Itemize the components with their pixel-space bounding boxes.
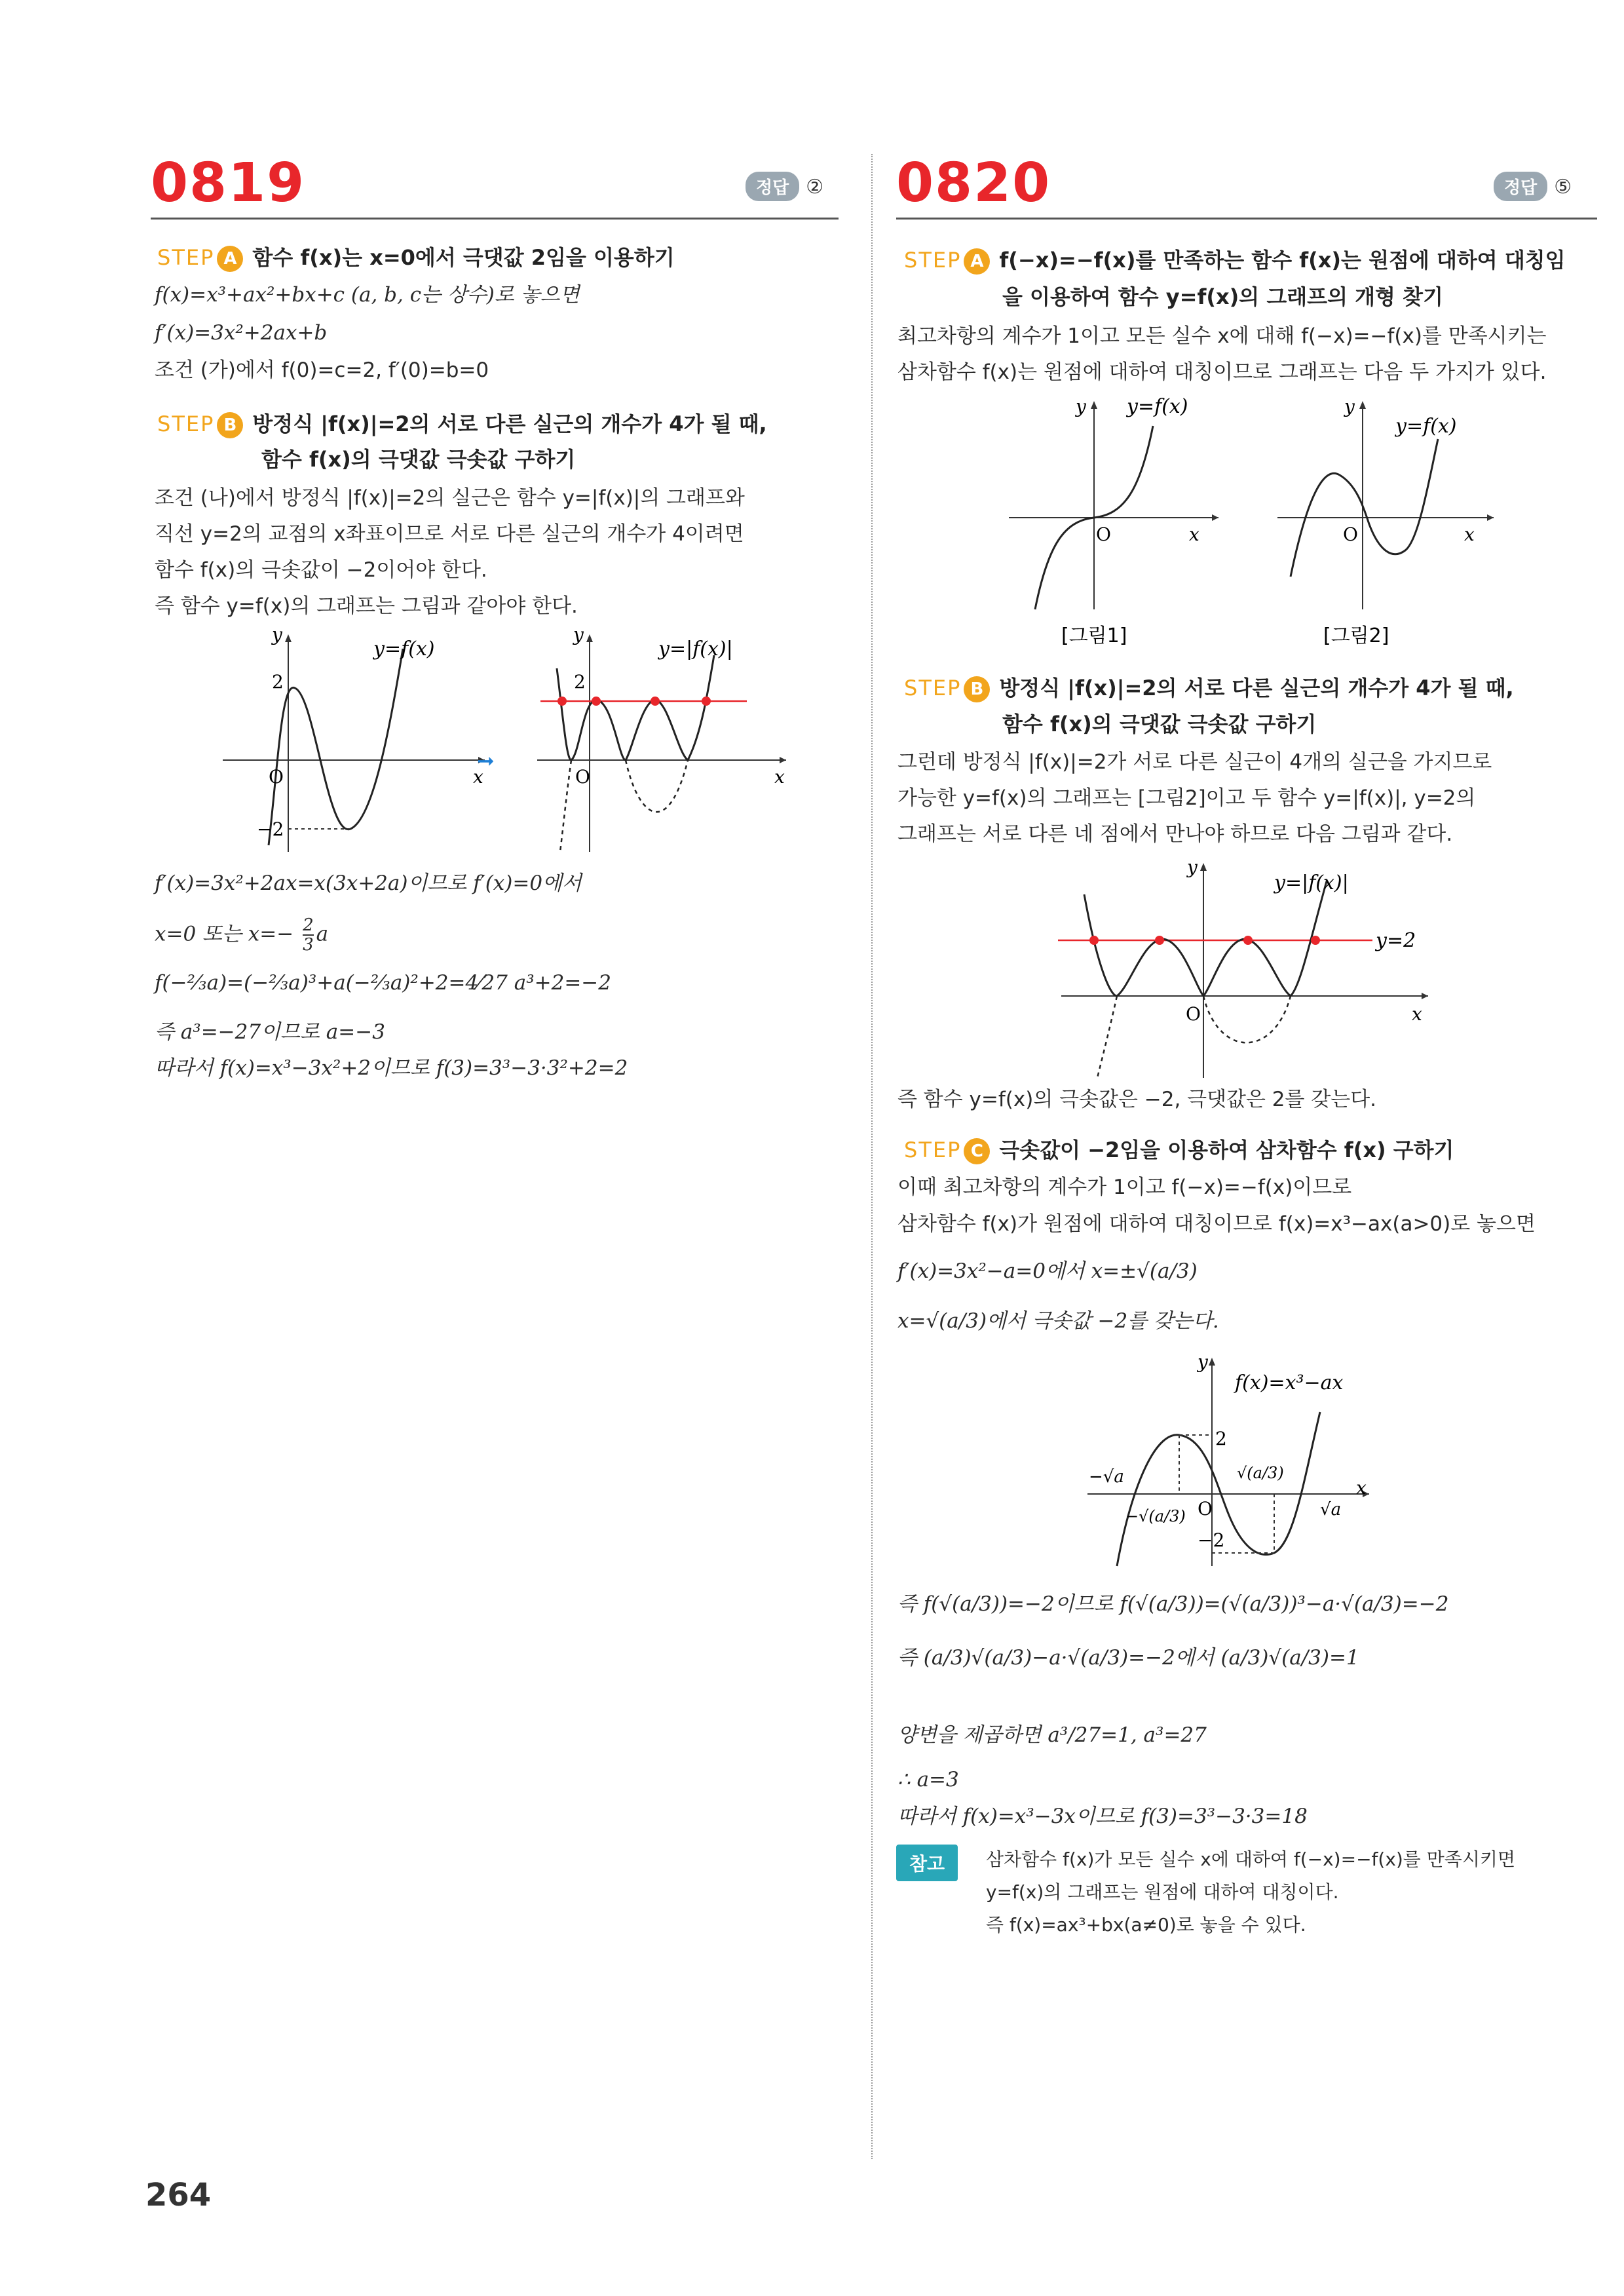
x-axis-label: x [1189,524,1199,545]
step-b-heading [904,672,1514,702]
expr: x=0 또는 x=− [155,922,294,946]
answer-tag: 정답 [1494,172,1547,201]
y-axis-label: y [1344,396,1355,417]
text-line: 즉 f(√(a/3))=−2이므로 f(√(a/3))=(√(a/3))³−a·√(a/3)=−2 [897,1592,1449,1616]
step-title: 함수 f(x)는 x=0에서 극댓값 2임을 이용하기 [252,245,675,270]
step-b-heading-2: 함수 f(x)의 극댓값 극솟값 구하기 [1002,712,1317,737]
step-c-heading [904,1134,1454,1164]
step-letter: A [217,246,243,272]
header-rule [151,218,839,220]
header-rule [896,218,1597,220]
y-axis-label: y [272,629,282,645]
text-line: 삼차함수 f(x)는 원점에 대하여 대칭이므로 그래프는 다음 두 가지가 있다. [897,360,1547,384]
curve-label: f(x)=x³−ax [1235,1371,1344,1394]
step-title: 극솟값이 −2임을 이용하여 삼차함수 f(x) 구하기 [999,1138,1454,1162]
answer-value: ② [806,176,824,199]
x-axis-label: x [1464,524,1475,545]
step-label: STEP [157,245,215,270]
line-label: y=2 [1376,929,1416,952]
x-axis-label: x [1356,1477,1367,1499]
text-line: 이때 최고차항의 계수가 1이고 f(−x)=−f(x)이므로 [897,1176,1352,1199]
graph-abs-f [531,629,793,865]
step-label: STEP [157,411,215,436]
step-label: STEP [904,1138,962,1162]
x-axis-label: x [473,766,483,788]
tick-minus2: −2 [1198,1529,1225,1551]
step-b-heading [157,408,767,438]
text-line [155,916,328,954]
text-line: f′(x)=3x²−a=0에서 x=±√(a/3) [897,1259,1198,1283]
min-x-label: √(a/3) [1237,1464,1284,1482]
text-line: 최고차항의 계수가 1이고 모든 실수 x에 대해 f(−x)=−f(x)를 만족시키는 [897,324,1547,348]
page-number: 264 [145,2177,212,2213]
fraction-num: 2 [303,915,314,935]
graph-figure-1 [1002,393,1232,649]
text-line: 가능한 y=f(x)의 그래프는 [그림2]이고 두 함수 y=|f(x)|, y=2의 [897,786,1476,810]
text-line: 즉 함수 y=f(x)의 극솟값은 −2, 극댓값은 2를 갖는다. [897,1088,1377,1111]
origin-label: O [1186,1003,1201,1025]
arrow-icon: ➞ [477,748,495,773]
text-line: f(x)=x³+ax²+bx+c (a, b, c는 상수)로 놓으면 [155,283,580,307]
step-letter: C [964,1138,990,1164]
pos-root-label: √a [1320,1500,1342,1520]
curve-label: y=f(x) [373,638,435,660]
graph-abs-f-with-line [1048,855,1441,1084]
text-line: 따라서 f(x)=x³−3x이므로 f(3)=3³−3·3=18 [897,1805,1308,1828]
text-line: f(−⅔a)=(−⅔a)³+a(−⅔a)²+2=4⁄27 a³+2=−2 [155,971,611,995]
figure-caption: [그림2] [1323,624,1389,647]
figure-caption: [그림1] [1061,624,1127,647]
step-label: STEP [904,248,962,273]
column-divider [871,154,873,2159]
text-line: 조건 (나)에서 방정식 |f(x)|=2의 실근은 함수 y=|f(x)|의 그래프와 [155,486,745,510]
origin-label: O [1096,524,1111,545]
graph-f [216,629,491,865]
step-a-heading [904,244,1566,275]
graph-figure-2 [1271,393,1513,649]
y-axis-label: y [573,629,584,645]
text-line: 직선 y=2의 교점의 x좌표이므로 서로 다른 실근의 개수가 4이려면 [155,522,744,546]
step-title: f(−x)=−f(x)를 만족하는 함수 f(x)는 원점에 대하여 대칭임 [999,248,1566,273]
x-axis-label: x [774,766,785,788]
step-letter: B [964,676,990,702]
text-line: 그런데 방정식 |f(x)|=2가 서로 다른 실근이 4개의 실근을 가지므로 [897,750,1492,774]
step-a-heading-2: 을 이용하여 함수 y=f(x)의 그래프의 개형 찾기 [1002,284,1443,309]
fraction-den: 3 [303,935,314,955]
x-axis-label: x [1412,1003,1422,1025]
note-tag: 참고 [896,1845,958,1881]
step-letter: A [964,248,990,275]
text-line: 즉 (a/3)√(a/3)−a·√(a/3)=−2에서 (a/3)√(a/3)=1 [897,1646,1359,1670]
text-line: 양변을 제곱하면 a³/27=1, a³=27 [897,1723,1207,1747]
text-line: ∴ a=3 [897,1768,959,1791]
text-line: 조건 (가)에서 f(0)=c=2, f′(0)=b=0 [155,358,489,382]
origin-label: O [1343,524,1358,545]
tick-2: 2 [1215,1428,1227,1449]
problem-number: 0819 [151,152,306,214]
text-line: 그래프는 서로 다른 네 점에서 만나야 하므로 다음 그림과 같다. [897,822,1453,846]
problem-number: 0820 [896,152,1051,214]
text-line: f′(x)=3x²+2ax+b [155,321,328,345]
answer-badge [746,172,823,201]
curve-label: y=f(x) [1127,395,1188,418]
tick-2: 2 [272,671,284,693]
text-line: 함수 f(x)의 극솟값이 −2이어야 한다. [155,558,487,582]
note-line: 즉 f(x)=ax³+bx(a≠0)로 놓을 수 있다. [986,1914,1306,1936]
max-x-label: −√(a/3) [1125,1507,1186,1525]
curve-label: y=f(x) [1395,415,1457,438]
note-line: 삼차함수 f(x)가 모든 실수 x에 대하여 f(−x)=−f(x)를 만족시키면 [986,1848,1515,1870]
text-line: f′(x)=3x²+2ax=x(3x+2a)이므로 f′(x)=0에서 [155,871,582,895]
tick-2: 2 [574,671,586,693]
tick-minus2: −2 [257,818,284,840]
y-axis-label: y [1198,1351,1208,1373]
curve-label: y=|f(x)| [658,638,733,660]
graph-cubic [1074,1350,1415,1573]
text-line: 즉 함수 y=f(x)의 그래프는 그림과 같아야 한다. [155,594,578,618]
origin-label: O [1198,1498,1213,1520]
answer-value: ⑤ [1554,176,1572,199]
step-title: 방정식 |f(x)|=2의 서로 다른 실근의 개수가 4가 될 때, [252,411,767,436]
answer-badge [1494,172,1572,201]
step-label: STEP [904,676,962,700]
step-title: 방정식 |f(x)|=2의 서로 다른 실근의 개수가 4가 될 때, [999,676,1514,700]
origin-label: O [269,766,284,788]
text-line: 삼차함수 f(x)가 원점에 대하여 대칭이므로 f(x)=x³−ax(a>0)로 놓으면 [897,1212,1536,1236]
origin-label: O [575,766,590,788]
text-line: 즉 a³=−27이므로 a=−3 [155,1020,385,1044]
note-line: y=f(x)의 그래프는 원점에 대하여 대칭이다. [986,1881,1339,1903]
y-axis-label: y [1076,396,1086,417]
step-a-heading [157,241,675,272]
curve-label: y=|f(x)| [1274,871,1349,894]
neg-root-label: −√a [1089,1467,1124,1487]
step-letter: B [217,412,243,438]
text-line: x=√(a/3)에서 극솟값 −2를 갖는다. [897,1309,1219,1333]
expr: a [316,922,329,946]
answer-tag: 정답 [746,172,799,201]
step-b-heading-2: 함수 f(x)의 극댓값 극솟값 구하기 [261,447,576,472]
y-axis-label: y [1187,856,1198,878]
text-line: 따라서 f(x)=x³−3x²+2이므로 f(3)=3³−3·3²+2=2 [155,1056,628,1080]
